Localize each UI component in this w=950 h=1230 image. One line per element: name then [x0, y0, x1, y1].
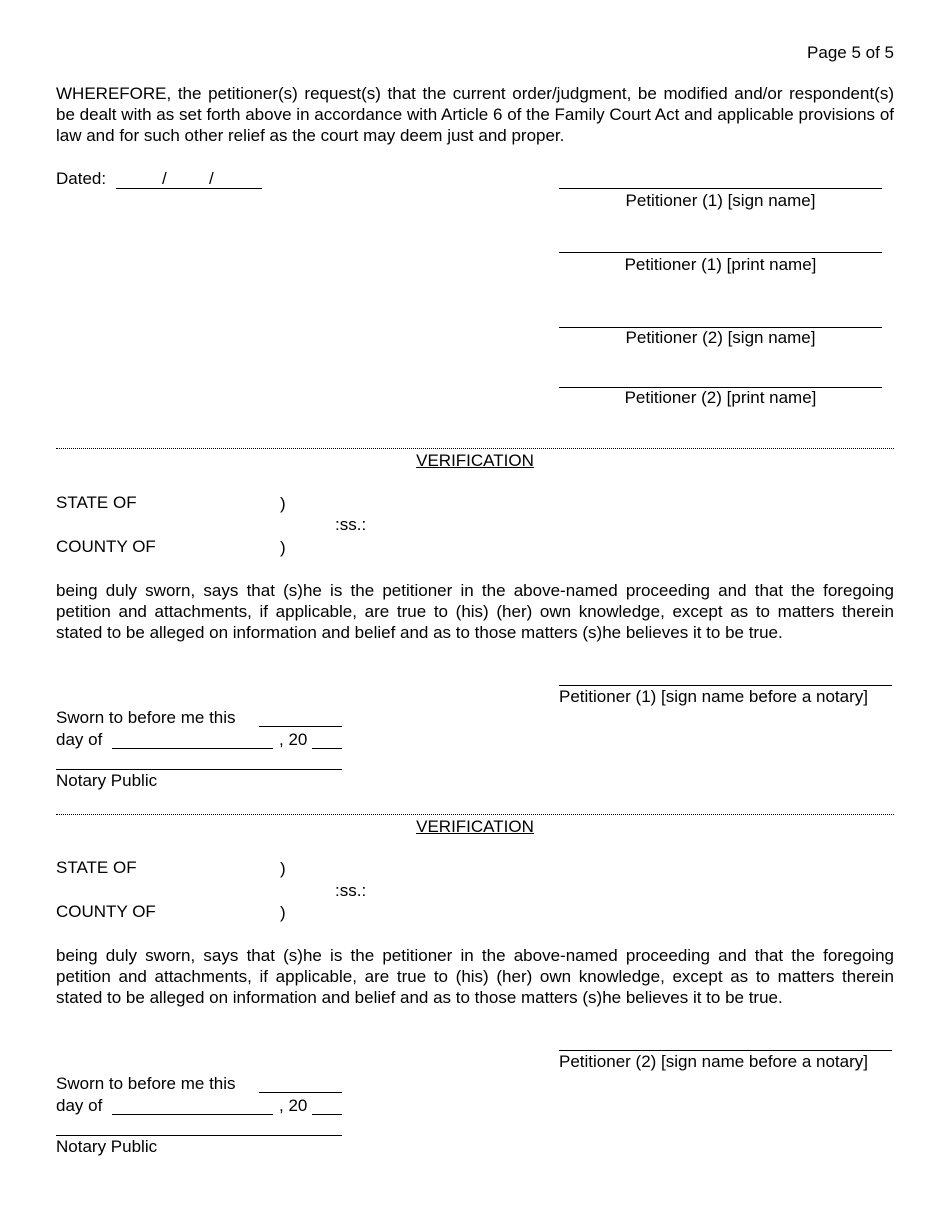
- county-of-label: COUNTY OF: [56, 537, 156, 556]
- verification-body: being duly sworn, says that (s)he is the petitioner in the above-named proceeding and that the foregoing petition and attachments, if applicable, are true to (his) (her) own knowledge, except as to matters therein stated to be alleged on information and belief and as to those matters (s)he believes it to be true.: [56, 946, 894, 1007]
- verification-heading: VERIFICATION: [416, 451, 534, 470]
- dated-blank-line[interactable]: [116, 188, 262, 189]
- year-blank[interactable]: [312, 748, 342, 749]
- county-of-label: COUNTY OF: [56, 902, 156, 921]
- ss-label: :ss.:: [335, 881, 367, 900]
- day-of-label: day of: [56, 1096, 103, 1115]
- wherefore-paragraph: WHEREFORE, the petitioner(s) request(s) that the current order/judgment, be modified and/or respondent(s) be dealt with as set forth above in accordance with Article 6 of the Family Court Act and applicable provisions of law and for such other relief as the court may deem just and proper.: [56, 84, 894, 145]
- petitioner-1-sign-label: Petitioner (1) [sign name]: [625, 191, 816, 210]
- section-divider: [56, 448, 894, 449]
- ss-label: :ss.:: [335, 515, 367, 534]
- state-paren: ): [280, 859, 286, 878]
- petitioner-2-print-label: Petitioner (2) [print name]: [624, 388, 817, 407]
- petitioner-1-print-line[interactable]: [559, 252, 882, 253]
- year-blank[interactable]: [312, 1114, 342, 1115]
- county-paren: ): [280, 538, 286, 557]
- sworn-day-blank[interactable]: [259, 1092, 342, 1093]
- notary-public-line[interactable]: [56, 769, 342, 770]
- dated-separator-1: /: [162, 169, 167, 188]
- verification-body: being duly sworn, says that (s)he is the petitioner in the above-named proceeding and that the foregoing petition and attachments, if applicable, are true to (his) (her) own knowledge, except as to matters therein stated to be alleged on information and belief and as to those matters (s)he believes it to be true.: [56, 581, 894, 642]
- sworn-label: Sworn to before me this: [56, 1074, 236, 1093]
- state-of-label: STATE OF: [56, 493, 137, 512]
- month-blank[interactable]: [112, 1114, 273, 1115]
- notary-signature-line[interactable]: [559, 685, 892, 686]
- notary-public-line[interactable]: [56, 1135, 342, 1136]
- month-blank[interactable]: [112, 748, 273, 749]
- page-number: Page 5 of 5: [807, 43, 894, 62]
- county-paren: ): [280, 903, 286, 922]
- petitioner-1-notary-sign-label: Petitioner (1) [sign name before a notary]: [559, 687, 868, 706]
- verification-heading: VERIFICATION: [416, 817, 534, 836]
- notary-public-label: Notary Public: [56, 1137, 158, 1156]
- petitioner-2-sign-label: Petitioner (2) [sign name]: [625, 328, 816, 347]
- state-paren: ): [280, 494, 286, 513]
- dated-label: Dated:: [56, 169, 107, 188]
- year-prefix: , 20: [279, 1096, 308, 1115]
- day-of-label: day of: [56, 730, 103, 749]
- notary-public-label: Notary Public: [56, 771, 158, 790]
- sworn-day-blank[interactable]: [259, 726, 342, 727]
- petitioner-2-notary-sign-label: Petitioner (2) [sign name before a notary]: [559, 1052, 868, 1071]
- notary-signature-line[interactable]: [559, 1050, 892, 1051]
- sworn-label: Sworn to before me this: [56, 708, 236, 727]
- section-divider: [56, 814, 894, 815]
- petitioner-1-sign-line[interactable]: [559, 188, 882, 189]
- petitioner-1-print-label: Petitioner (1) [print name]: [624, 255, 817, 274]
- dated-separator-2: /: [209, 169, 214, 188]
- state-of-label: STATE OF: [56, 858, 137, 877]
- year-prefix: , 20: [279, 730, 308, 749]
